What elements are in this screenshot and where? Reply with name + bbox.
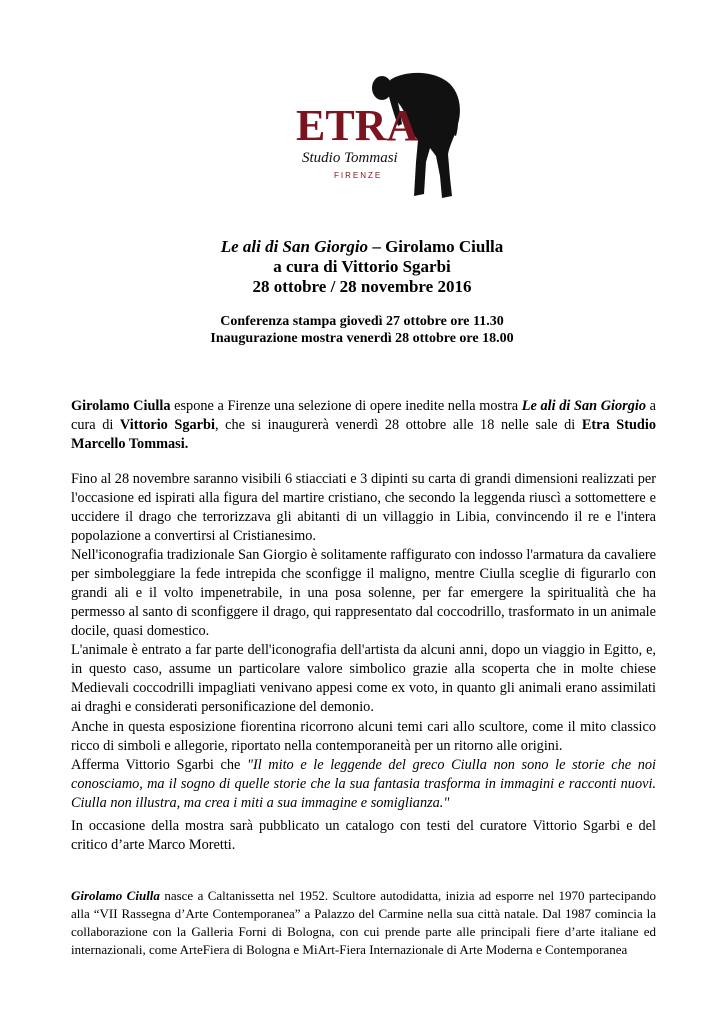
title-artist: – Girolamo Ciulla	[368, 237, 504, 256]
logo-script-text: Studio Tommasi	[302, 150, 398, 166]
exhibition-dates: 28 ottobre / 28 novembre 2016	[252, 277, 472, 296]
paragraph-works: Fino al 28 novembre saranno visibili 6 stiacciati e 3 dipinti su carta di grandi dimensioni realizzati per l'occasione ed ispirati alla figura del martire cristiano, che secondo la leggenda riuscì a sottomettere e uccidere il drago che terrorizzava gli abitanti di un villaggio in Libia, convincendo il re e l'intera popolazione a convertirsi al Cristianesimo.	[71, 471, 656, 544]
opening-line: Inaugurazione mostra venerdì 28 ottobre ore 18.00	[210, 331, 514, 346]
logo-brand-text: ETRA	[296, 101, 419, 150]
title-italic: Le ali di San Giorgio	[220, 237, 369, 256]
paragraph-catalogue: In occasione della mostra sarà pubblicato un catalogo con testi del curatore Vittorio Sgarbi e del critico d’arte Marco Moretti.	[71, 818, 656, 853]
bio-text: nasce a Caltanissetta nel 1952. Scultore autodidatta, inizia ad esporre nel 1970 partecipando alla “VII Rassegna d’Arte Contemporanea” a Palazzo del Carmine nella sua città natale. Dal 1987 comincia la collaborazione con la Galleria Forni di Bologna, con cui prende parte alle principali fiere d’arte italiane ed internazionali, come ArteFiera di Bologna e MiArt-Fiera Internazionale di Arte Moderna e Contemporanea	[71, 888, 656, 957]
etra-studio-tommasi-logo	[290, 58, 470, 208]
paragraph-iconography	[71, 546, 656, 717]
paragraph-intro	[71, 397, 656, 454]
exhibition-title	[0, 237, 724, 257]
paragraph-themes	[71, 718, 656, 813]
artist-biography	[71, 887, 656, 959]
quote-intro: Afferma Vittorio Sgarbi che	[71, 757, 247, 773]
curator-line: a cura di Vittorio Sgarbi	[273, 257, 451, 276]
curator-name: Vittorio Sgarbi	[119, 417, 215, 433]
etra-logo	[290, 58, 470, 208]
artist-name: Girolamo Ciulla	[71, 398, 171, 414]
sgarbi-quote-paragraph	[71, 756, 656, 813]
intro-text-2: a cura di	[71, 398, 656, 433]
crocodile-text: L'animale è entrato a far parte dell'iconografia dell'artista da alcuni anni, dopo un viaggio in Egitto, e, in questo caso, assume un particolare valore simbolico grazie alla scoperta che in molte chiese Medievali coccodrilli impagliati venivano appesi come ex voto, in quanto gli animali erano assimilati ai draghi e considerati personificazione del demonio.	[71, 642, 656, 715]
logo-city-text: FIRENZE	[334, 171, 383, 180]
gallery-name: Etra Studio Marcello Tommasi.	[71, 417, 656, 452]
intro-text-3: , che si inaugurerà venerdì 28 ottobre alle 18 nelle sale di	[214, 417, 582, 433]
show-title: Le ali di San Giorgio	[521, 398, 646, 414]
press-conference-line: Conferenza stampa giovedì 27 ottobre ore 11.30	[220, 314, 504, 329]
themes-text: Anche in questa esposizione fiorentina ricorrono alcuni temi cari allo scultore, come il mito classico ricco di simboli e allegorie, riportato nella contemporaneità per un ritorno alle origini.	[71, 719, 656, 754]
bio-artist-name: Girolamo Ciulla	[71, 888, 160, 903]
sgarbi-quote: "Il mito e le leggende del greco Ciulla non sono le storie che noi conosciamo, ma il sogno di quelle storie che la sua fantasia trasforma in immagini e racconti nuovi. Ciulla non illustra, ma crea i miti a sua immagine e somiglianza."	[71, 757, 656, 811]
iconography-text: Nell'iconografia tradizionale San Giorgio è solitamente raffigurato con indosso l'armatura da cavaliere per simboleggiare la fede intrepida che sconfigge il maligno, mentre Ciulla sceglie di figurarlo con grandi ali e il volto impenetrabile, in una posa solenne, per far emergere la spiritualità che ha permesso al santo di sconfiggere il drago, qui rappresentato dal coccodrillo, trasformato in un animale docile, quasi domestico.	[71, 547, 656, 639]
intro-text-1: espone a Firenze una selezione di opere inedite nella mostra	[170, 398, 522, 414]
